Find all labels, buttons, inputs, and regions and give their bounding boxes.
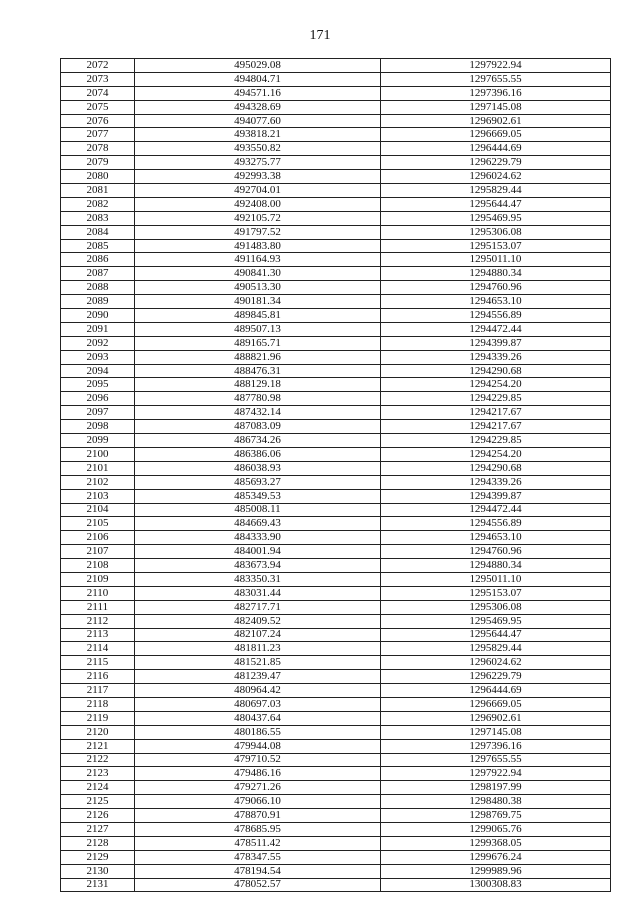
table-row (61, 461, 611, 475)
y-coordinate-cell: 1297145.08 (381, 100, 611, 114)
table-row (61, 156, 611, 170)
point-number-cell: 2107 (61, 545, 135, 559)
table-row (61, 559, 611, 573)
y-coordinate-cell: 1299989.96 (381, 864, 611, 878)
point-number-cell: 2114 (61, 642, 135, 656)
x-coordinate-cell: 491164.93 (135, 253, 381, 267)
x-coordinate-cell: 486386.06 (135, 447, 381, 461)
y-coordinate-cell: 1294399.87 (381, 489, 611, 503)
x-coordinate-cell: 492704.01 (135, 184, 381, 198)
table-row (61, 670, 611, 684)
point-number-cell: 2077 (61, 128, 135, 142)
y-coordinate-cell: 1294254.20 (381, 378, 611, 392)
x-coordinate-cell: 484001.94 (135, 545, 381, 559)
table-row (61, 878, 611, 892)
page-number: 171 (309, 28, 331, 43)
y-coordinate-cell: 1294472.44 (381, 322, 611, 336)
y-coordinate-cell: 1298197.99 (381, 781, 611, 795)
point-number-cell: 2073 (61, 72, 135, 86)
x-coordinate-cell: 488821.96 (135, 350, 381, 364)
y-coordinate-cell: 1294472.44 (381, 503, 611, 517)
point-number-cell: 2112 (61, 614, 135, 628)
y-coordinate-cell: 1297396.16 (381, 739, 611, 753)
point-number-cell: 2131 (61, 878, 135, 892)
point-number-cell: 2128 (61, 836, 135, 850)
point-number-cell: 2093 (61, 350, 135, 364)
point-number-cell: 2125 (61, 795, 135, 809)
table-row (61, 600, 611, 614)
x-coordinate-cell: 493818.21 (135, 128, 381, 142)
x-coordinate-cell: 491797.52 (135, 225, 381, 239)
y-coordinate-cell: 1300308.83 (381, 878, 611, 892)
coordinates-table (60, 58, 611, 892)
point-number-cell: 2089 (61, 295, 135, 309)
y-coordinate-cell: 1297655.55 (381, 753, 611, 767)
x-coordinate-cell: 488476.31 (135, 364, 381, 378)
point-number-cell: 2091 (61, 322, 135, 336)
point-number-cell: 2100 (61, 447, 135, 461)
x-coordinate-cell: 490181.34 (135, 295, 381, 309)
y-coordinate-cell: 1299676.24 (381, 850, 611, 864)
y-coordinate-cell: 1294229.85 (381, 434, 611, 448)
y-coordinate-cell: 1296669.05 (381, 697, 611, 711)
point-number-cell: 2116 (61, 670, 135, 684)
coordinates-table-body (61, 59, 611, 892)
y-coordinate-cell: 1294760.96 (381, 281, 611, 295)
y-coordinate-cell: 1297396.16 (381, 86, 611, 100)
y-coordinate-cell: 1296444.69 (381, 142, 611, 156)
table-row (61, 59, 611, 73)
x-coordinate-cell: 494804.71 (135, 72, 381, 86)
point-number-cell: 2085 (61, 239, 135, 253)
x-coordinate-cell: 489507.13 (135, 322, 381, 336)
table-row (61, 545, 611, 559)
x-coordinate-cell: 493275.77 (135, 156, 381, 170)
point-number-cell: 2121 (61, 739, 135, 753)
y-coordinate-cell: 1296902.61 (381, 114, 611, 128)
y-coordinate-cell: 1298480.38 (381, 795, 611, 809)
table-row (61, 336, 611, 350)
x-coordinate-cell: 495029.08 (135, 59, 381, 73)
y-coordinate-cell: 1294254.20 (381, 447, 611, 461)
x-coordinate-cell: 486734.26 (135, 434, 381, 448)
x-coordinate-cell: 486038.93 (135, 461, 381, 475)
y-coordinate-cell: 1296024.62 (381, 656, 611, 670)
point-number-cell: 2090 (61, 309, 135, 323)
x-coordinate-cell: 494571.16 (135, 86, 381, 100)
y-coordinate-cell: 1294399.87 (381, 336, 611, 350)
y-coordinate-cell: 1295306.08 (381, 225, 611, 239)
x-coordinate-cell: 485008.11 (135, 503, 381, 517)
y-coordinate-cell: 1294217.67 (381, 406, 611, 420)
table-row (61, 378, 611, 392)
x-coordinate-cell: 480697.03 (135, 697, 381, 711)
point-number-cell: 2106 (61, 531, 135, 545)
table-row (61, 350, 611, 364)
y-coordinate-cell: 1296444.69 (381, 684, 611, 698)
point-number-cell: 2072 (61, 59, 135, 73)
x-coordinate-cell: 490841.30 (135, 267, 381, 281)
y-coordinate-cell: 1294290.68 (381, 364, 611, 378)
x-coordinate-cell: 489845.81 (135, 309, 381, 323)
point-number-cell: 2078 (61, 142, 135, 156)
table-row (61, 656, 611, 670)
table-row (61, 197, 611, 211)
point-number-cell: 2081 (61, 184, 135, 198)
table-row (61, 864, 611, 878)
x-coordinate-cell: 490513.30 (135, 281, 381, 295)
table-row (61, 697, 611, 711)
table-row (61, 517, 611, 531)
y-coordinate-cell: 1296024.62 (381, 170, 611, 184)
y-coordinate-cell: 1294556.89 (381, 309, 611, 323)
x-coordinate-cell: 479271.26 (135, 781, 381, 795)
table-row (61, 392, 611, 406)
point-number-cell: 2124 (61, 781, 135, 795)
x-coordinate-cell: 479710.52 (135, 753, 381, 767)
point-number-cell: 2120 (61, 725, 135, 739)
table-row (61, 725, 611, 739)
table-row (61, 434, 611, 448)
x-coordinate-cell: 480186.55 (135, 725, 381, 739)
y-coordinate-cell: 1294339.26 (381, 475, 611, 489)
table-row (61, 447, 611, 461)
table-row (61, 781, 611, 795)
y-coordinate-cell: 1299368.05 (381, 836, 611, 850)
y-coordinate-cell: 1295153.07 (381, 586, 611, 600)
point-number-cell: 2082 (61, 197, 135, 211)
point-number-cell: 2119 (61, 711, 135, 725)
table-row (61, 225, 611, 239)
point-number-cell: 2096 (61, 392, 135, 406)
y-coordinate-cell: 1294760.96 (381, 545, 611, 559)
table-row (61, 100, 611, 114)
point-number-cell: 2122 (61, 753, 135, 767)
x-coordinate-cell: 480964.42 (135, 684, 381, 698)
y-coordinate-cell: 1297655.55 (381, 72, 611, 86)
y-coordinate-cell: 1297922.94 (381, 59, 611, 73)
point-number-cell: 2101 (61, 461, 135, 475)
table-row (61, 642, 611, 656)
table-row (61, 739, 611, 753)
point-number-cell: 2104 (61, 503, 135, 517)
x-coordinate-cell: 480437.64 (135, 711, 381, 725)
y-coordinate-cell: 1294339.26 (381, 350, 611, 364)
table-row (61, 753, 611, 767)
point-number-cell: 2113 (61, 628, 135, 642)
x-coordinate-cell: 494077.60 (135, 114, 381, 128)
table-row (61, 531, 611, 545)
point-number-cell: 2080 (61, 170, 135, 184)
x-coordinate-cell: 488129.18 (135, 378, 381, 392)
y-coordinate-cell: 1298769.75 (381, 809, 611, 823)
y-coordinate-cell: 1294880.34 (381, 559, 611, 573)
y-coordinate-cell: 1297922.94 (381, 767, 611, 781)
table-row (61, 295, 611, 309)
table-row (61, 572, 611, 586)
x-coordinate-cell: 478052.57 (135, 878, 381, 892)
point-number-cell: 2088 (61, 281, 135, 295)
y-coordinate-cell: 1295011.10 (381, 253, 611, 267)
table-row (61, 809, 611, 823)
x-coordinate-cell: 481521.85 (135, 656, 381, 670)
table-row (61, 822, 611, 836)
table-row (61, 503, 611, 517)
point-number-cell: 2103 (61, 489, 135, 503)
y-coordinate-cell: 1294880.34 (381, 267, 611, 281)
table-row (61, 711, 611, 725)
y-coordinate-cell: 1295469.95 (381, 211, 611, 225)
point-number-cell: 2123 (61, 767, 135, 781)
point-number-cell: 2074 (61, 86, 135, 100)
y-coordinate-cell: 1295153.07 (381, 239, 611, 253)
x-coordinate-cell: 492408.00 (135, 197, 381, 211)
x-coordinate-cell: 479066.10 (135, 795, 381, 809)
table-row (61, 614, 611, 628)
x-coordinate-cell: 482107.24 (135, 628, 381, 642)
table-row (61, 406, 611, 420)
x-coordinate-cell: 483350.31 (135, 572, 381, 586)
table-row (61, 586, 611, 600)
point-number-cell: 2118 (61, 697, 135, 711)
point-number-cell: 2130 (61, 864, 135, 878)
x-coordinate-cell: 494328.69 (135, 100, 381, 114)
x-coordinate-cell: 483673.94 (135, 559, 381, 573)
x-coordinate-cell: 493550.82 (135, 142, 381, 156)
point-number-cell: 2109 (61, 572, 135, 586)
point-number-cell: 2098 (61, 420, 135, 434)
table-row (61, 128, 611, 142)
point-number-cell: 2105 (61, 517, 135, 531)
table-row (61, 170, 611, 184)
x-coordinate-cell: 478511.42 (135, 836, 381, 850)
point-number-cell: 2075 (61, 100, 135, 114)
point-number-cell: 2092 (61, 336, 135, 350)
table-row (61, 309, 611, 323)
x-coordinate-cell: 485693.27 (135, 475, 381, 489)
point-number-cell: 2115 (61, 656, 135, 670)
table-row (61, 684, 611, 698)
x-coordinate-cell: 487083.09 (135, 420, 381, 434)
y-coordinate-cell: 1295644.47 (381, 628, 611, 642)
y-coordinate-cell: 1297145.08 (381, 725, 611, 739)
table-row (61, 364, 611, 378)
table-row (61, 767, 611, 781)
table-row (61, 489, 611, 503)
y-coordinate-cell: 1295469.95 (381, 614, 611, 628)
y-coordinate-cell: 1294556.89 (381, 517, 611, 531)
x-coordinate-cell: 479486.16 (135, 767, 381, 781)
point-number-cell: 2129 (61, 850, 135, 864)
x-coordinate-cell: 489165.71 (135, 336, 381, 350)
y-coordinate-cell: 1299065.76 (381, 822, 611, 836)
table-row (61, 184, 611, 198)
x-coordinate-cell: 492105.72 (135, 211, 381, 225)
y-coordinate-cell: 1294217.67 (381, 420, 611, 434)
x-coordinate-cell: 484669.43 (135, 517, 381, 531)
y-coordinate-cell: 1296229.79 (381, 156, 611, 170)
x-coordinate-cell: 492993.38 (135, 170, 381, 184)
table-row (61, 628, 611, 642)
y-coordinate-cell: 1295644.47 (381, 197, 611, 211)
y-coordinate-cell: 1294653.10 (381, 531, 611, 545)
point-number-cell: 2084 (61, 225, 135, 239)
x-coordinate-cell: 481811.23 (135, 642, 381, 656)
y-coordinate-cell: 1294653.10 (381, 295, 611, 309)
x-coordinate-cell: 478194.54 (135, 864, 381, 878)
x-coordinate-cell: 482717.71 (135, 600, 381, 614)
x-coordinate-cell: 485349.53 (135, 489, 381, 503)
table-row (61, 142, 611, 156)
x-coordinate-cell: 478870.91 (135, 809, 381, 823)
table-row (61, 795, 611, 809)
point-number-cell: 2097 (61, 406, 135, 420)
y-coordinate-cell: 1296669.05 (381, 128, 611, 142)
point-number-cell: 2108 (61, 559, 135, 573)
x-coordinate-cell: 484333.90 (135, 531, 381, 545)
x-coordinate-cell: 481239.47 (135, 670, 381, 684)
table-row (61, 475, 611, 489)
y-coordinate-cell: 1296229.79 (381, 670, 611, 684)
x-coordinate-cell: 479944.08 (135, 739, 381, 753)
point-number-cell: 2099 (61, 434, 135, 448)
table-row (61, 836, 611, 850)
y-coordinate-cell: 1294290.68 (381, 461, 611, 475)
point-number-cell: 2126 (61, 809, 135, 823)
point-number-cell: 2094 (61, 364, 135, 378)
table-row (61, 850, 611, 864)
x-coordinate-cell: 487432.14 (135, 406, 381, 420)
table-row (61, 211, 611, 225)
table-row (61, 420, 611, 434)
y-coordinate-cell: 1295829.44 (381, 642, 611, 656)
table-row (61, 281, 611, 295)
table-row (61, 267, 611, 281)
point-number-cell: 2102 (61, 475, 135, 489)
table-row (61, 322, 611, 336)
x-coordinate-cell: 482409.52 (135, 614, 381, 628)
point-number-cell: 2110 (61, 586, 135, 600)
point-number-cell: 2127 (61, 822, 135, 836)
x-coordinate-cell: 478347.55 (135, 850, 381, 864)
y-coordinate-cell: 1295306.08 (381, 600, 611, 614)
y-coordinate-cell: 1295829.44 (381, 184, 611, 198)
table-row (61, 114, 611, 128)
point-number-cell: 2117 (61, 684, 135, 698)
point-number-cell: 2083 (61, 211, 135, 225)
point-number-cell: 2087 (61, 267, 135, 281)
table-row (61, 86, 611, 100)
y-coordinate-cell: 1296902.61 (381, 711, 611, 725)
point-number-cell: 2111 (61, 600, 135, 614)
x-coordinate-cell: 487780.98 (135, 392, 381, 406)
point-number-cell: 2095 (61, 378, 135, 392)
x-coordinate-cell: 483031.44 (135, 586, 381, 600)
table-row (61, 72, 611, 86)
x-coordinate-cell: 478685.95 (135, 822, 381, 836)
table-row (61, 239, 611, 253)
table-row (61, 253, 611, 267)
y-coordinate-cell: 1294229.85 (381, 392, 611, 406)
point-number-cell: 2079 (61, 156, 135, 170)
point-number-cell: 2086 (61, 253, 135, 267)
point-number-cell: 2076 (61, 114, 135, 128)
y-coordinate-cell: 1295011.10 (381, 572, 611, 586)
x-coordinate-cell: 491483.80 (135, 239, 381, 253)
